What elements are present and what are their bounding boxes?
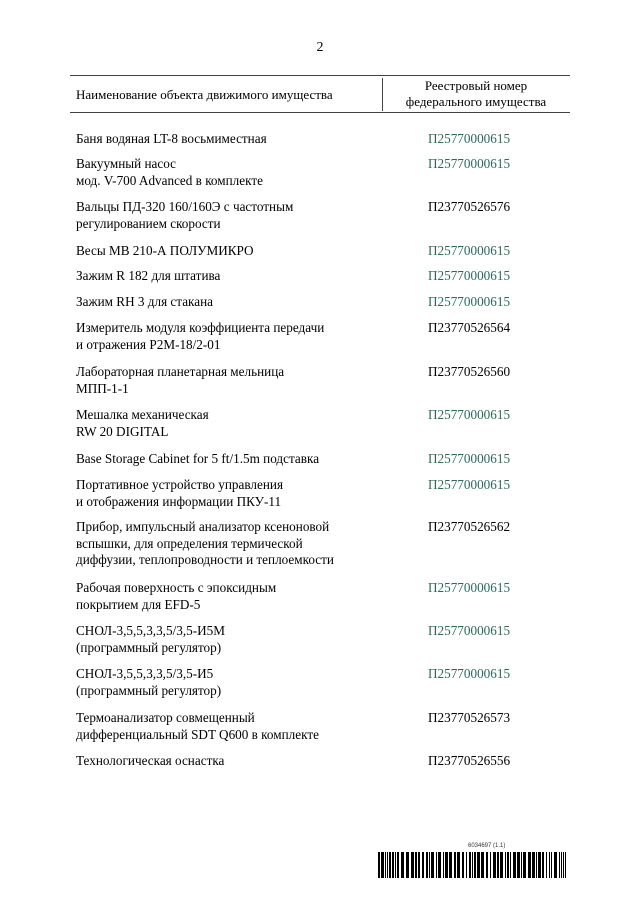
barcode-bar (505, 852, 506, 878)
registry-number: П25770000615 (428, 156, 511, 171)
barcode-bar (542, 852, 544, 878)
barcode-bar (523, 852, 526, 878)
barcode-bar (521, 852, 522, 878)
barcode-bar (392, 852, 394, 878)
barcode-bar (389, 852, 391, 878)
barcode-bar (497, 852, 499, 878)
barcode-bar (418, 852, 420, 878)
barcode-bar (462, 852, 464, 878)
barcode-bar (563, 852, 564, 878)
column-header-registry-line1: Реестровый номер (424, 78, 528, 93)
barcode-bar (490, 852, 491, 878)
registry-number: П25770000615 (428, 131, 511, 146)
barcode-bar (426, 852, 428, 878)
barcode-bar (561, 852, 562, 878)
barcode-label: 6034697 (1.1) (468, 843, 506, 849)
barcode-bar (457, 852, 460, 878)
barcode-bar (507, 852, 509, 878)
barcode-bar (438, 852, 441, 878)
barcode-bar (500, 852, 503, 878)
barcode-bar (406, 852, 409, 878)
registry-number: П25770000615 (428, 666, 511, 681)
barcode-bar (443, 852, 444, 878)
barcode-bar (554, 852, 557, 878)
registry-number: П25770000615 (428, 268, 511, 283)
registry-number: П25770000615 (428, 294, 511, 309)
barcode-bar (477, 852, 480, 878)
barcode-bar (469, 852, 471, 878)
registry-number: П25770000615 (428, 477, 511, 492)
registry-number: П23770526576 (428, 199, 511, 214)
item-name: Мешалка механическая RW 20 DIGITAL (76, 407, 209, 439)
barcode-bar (401, 852, 404, 878)
barcode-bar (385, 852, 386, 878)
barcode-bar (546, 852, 547, 878)
page-number: 2 (316, 40, 324, 55)
registry-number: П23770526573 (428, 710, 511, 725)
barcode-bar (536, 852, 537, 878)
item-name: Технологическая оснастка (76, 753, 225, 768)
barcode-bar (387, 852, 388, 878)
barcode-bar (381, 852, 384, 878)
column-header-name: Наименование объекта движимого имущества (76, 87, 333, 102)
barcode-bar (429, 852, 430, 878)
barcode-bar (481, 852, 484, 878)
barcode-bar (431, 852, 434, 878)
column-header-registry-line2: федерального имущества (405, 94, 547, 109)
registry-number: П25770000615 (428, 451, 511, 466)
item-name: Рабочая поверхность с эпоксидным покрытием для EFD-5 (76, 580, 277, 612)
barcode-bar (454, 852, 456, 878)
item-name: Термоанализатор совмещенный дифференциальный SDT Q600 в комплекте (76, 710, 319, 742)
barcode-bar (528, 852, 531, 878)
registry-number: П23770526564 (428, 320, 511, 335)
registry-number: П23770526562 (428, 519, 511, 534)
barcode-bar (466, 852, 467, 878)
barcode (378, 852, 570, 878)
barcode-bar (493, 852, 496, 878)
registry-number: П23770526556 (428, 753, 511, 768)
registry-number: П25770000615 (428, 407, 511, 422)
item-name: Баня водяная LT-8 восьмиместная (76, 131, 267, 146)
barcode-bar (565, 852, 566, 878)
barcode-bar (397, 852, 399, 878)
registry-number: П25770000615 (428, 623, 511, 638)
item-name: Вакуумный насос мод. V-700 Advanced в комплекте (76, 156, 263, 188)
barcode-bar (474, 852, 476, 878)
item-name: Портативное устройство управления и отображения информации ПКУ-11 (76, 477, 284, 509)
barcode-bar (449, 852, 452, 878)
item-name: Измеритель модуля коэффициента передачи и отражения Р2М-18/2-01 (76, 320, 325, 352)
item-name: Зажим RH 3 для стакана (76, 294, 214, 309)
barcode-bar (436, 852, 437, 878)
registry-number: П25770000615 (428, 580, 511, 595)
item-name: Зажим R 182 для штатива (76, 268, 221, 283)
barcode-bar (538, 852, 541, 878)
barcode-bar (415, 852, 417, 878)
item-name: Весы МВ 210-А ПОЛУМИКРО (76, 243, 254, 258)
barcode-bar (532, 852, 535, 878)
barcode-bar (513, 852, 516, 878)
registry-number: П25770000615 (428, 243, 511, 258)
barcode-bar (472, 852, 473, 878)
barcode-bar (445, 852, 448, 878)
barcode-bar (517, 852, 520, 878)
barcode-bar (395, 852, 396, 878)
barcode-bar (510, 852, 511, 878)
item-name: Прибор, импульсный анализатор ксеноновой вспышки, для определения термической диффузии, теплопроводности и теплоемкости (76, 519, 334, 567)
barcode-bar (378, 852, 380, 878)
item-name: Base Storage Cabinet for 5 ft/1.5m подставка (76, 451, 320, 466)
barcode-bar (551, 852, 552, 878)
item-name: СНОЛ-3,5,5,3,3,5/3,5-И5 (программный регулятор) (76, 666, 222, 698)
barcode-bar (549, 852, 550, 878)
item-name: Вальцы ПД-320 160/160Э с частотным регулированием скорости (76, 199, 294, 231)
item-name: СНОЛ-3,5,5,3,3,5/3,5-И5М (программный регулятор) (76, 623, 225, 655)
barcode-bar (559, 852, 560, 878)
barcode-bar (411, 852, 414, 878)
barcode-bar (486, 852, 488, 878)
registry-number: П23770526560 (428, 364, 511, 379)
item-name: Лабораторная планетарная мельница МПП-1-1 (76, 364, 285, 396)
barcode-bar (422, 852, 424, 878)
